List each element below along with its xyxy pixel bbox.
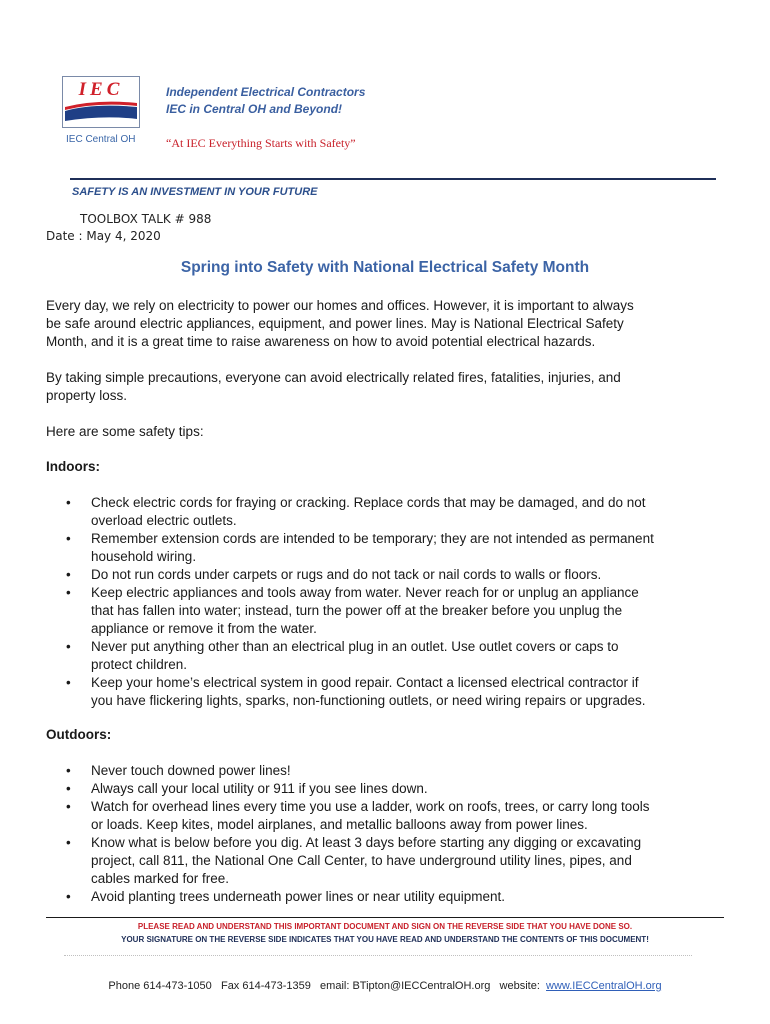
page-title: Spring into Safety with National Electrical Safety Month xyxy=(180,259,590,276)
list-item: • Watch for overhead lines every time you use a ladder, work on roofs, trees, or carry long tools or loads. Keep kites, model airplanes, and metallic balloons away from power lines. xyxy=(66,799,650,832)
bullet-icon: • xyxy=(66,567,71,582)
signature-notice: YOUR SIGNATURE ON THE REVERSE SIDE INDICATES THAT YOU HAVE READ AND UNDERSTAND THE CONTENTS OF THIS DOCUMENT! xyxy=(121,935,649,944)
logo-caption: IEC Central OH xyxy=(66,134,136,145)
website-link[interactable]: www.IECCentralOH.org xyxy=(546,980,662,992)
intro-paragraph-1 xyxy=(46,297,726,351)
list-item: • Keep your home’s electrical system in good repair. Contact a licensed electrical contractor if you have flickering lights, sparks, non-functioning outlets, or need wiring repairs or upgrades. xyxy=(66,675,646,708)
document-date: Date : May 4, 2020 xyxy=(46,229,161,243)
list-item: • Keep electric appliances and tools away from water. Never reach for or unplug an appliance that has fallen into water; instead, turn the power off at the breaker before you unplug the appliance or remove it from the water. xyxy=(66,585,639,636)
footer-fax: Fax 614-473-1359 xyxy=(220,980,311,992)
list-item: • Check electric cords for fraying or cracking. Replace cords that may be damaged, and do not overload electric outlets. xyxy=(66,495,646,528)
bullet-icon: • xyxy=(66,781,71,796)
list-item: • Do not run cords under carpets or rugs and do not tack or nail cords to walls or floors. xyxy=(66,567,602,582)
bullet-icon: • xyxy=(66,495,71,510)
dotted-divider xyxy=(64,955,692,956)
org-name: Independent Electrical Contractors xyxy=(166,85,366,99)
logo-pride-text: PRIDE xyxy=(121,118,134,123)
footer-phone: Phone 614-473-1050 xyxy=(108,980,212,992)
list-item: • Always call your local utility or 911 if you see lines down. xyxy=(66,781,428,796)
footer-divider xyxy=(46,917,724,918)
text-line: By taking simple precautions, everyone can avoid electrically related fires, fatalities, injuries, and xyxy=(46,370,621,385)
investment-slogan: SAFETY IS AN INVESTMENT IN YOUR FUTURE xyxy=(72,186,318,198)
footer-email: email: BTipton@IECCentralOH.org xyxy=(320,980,491,992)
list-item: • Know what is below before you dig. At least 3 days before starting any digging or excavating project, call 811, the National One Call Center, to have underground utility lines, pipes, and cables marked for free. xyxy=(66,835,642,886)
bullet-icon: • xyxy=(66,531,71,546)
bullet-icon: • xyxy=(66,763,71,778)
list-item: • Never touch downed power lines! xyxy=(66,763,291,778)
bullet-icon: • xyxy=(66,675,71,690)
outdoors-list xyxy=(46,762,726,906)
bullet-icon: • xyxy=(66,889,71,904)
logo-letters: IEC xyxy=(78,79,124,100)
indoors-heading: Indoors: xyxy=(46,459,100,474)
bullet-icon: • xyxy=(66,639,71,654)
iec-logo xyxy=(62,76,140,128)
list-item: • Remember extension cords are intended to be temporary; they are not intended as permanent household wiring. xyxy=(66,531,654,564)
signature-warning: PLEASE READ AND UNDERSTAND THIS IMPORTANT DOCUMENT AND SIGN ON THE REVERSE SIDE THAT YOU HAVE DONE SO. xyxy=(137,922,633,931)
text-line: be safe around electric appliances, equipment, and power lines. May is National Electrical Safety xyxy=(46,316,624,331)
toolbox-talk-number: TOOLBOX TALK # 988 xyxy=(80,212,212,226)
intro-paragraph-3: Here are some safety tips: xyxy=(46,424,204,439)
intro-paragraph-2 xyxy=(46,369,726,405)
bullet-icon: • xyxy=(66,835,71,850)
footer-website-label: website: xyxy=(499,980,540,992)
header-divider xyxy=(70,178,716,180)
list-item: • Never put anything other than an electrical plug in an outlet. Use outlet covers or caps to protect children. xyxy=(66,639,619,672)
text-line: property loss. xyxy=(46,388,128,403)
motto: “At IEC Everything Starts with Safety” xyxy=(166,136,356,150)
text-line: Every day, we rely on electricity to power our homes and offices. However, it is important to always xyxy=(46,298,634,313)
bullet-icon: • xyxy=(66,585,71,600)
bullet-icon: • xyxy=(66,799,71,814)
indoors-list xyxy=(46,494,726,710)
contact-footer xyxy=(0,980,770,992)
text-line: Month, and it is a great time to raise awareness on how to avoid potential electrical hazards. xyxy=(46,334,596,349)
list-item: • Avoid planting trees underneath power lines or near utility equipment. xyxy=(66,889,506,904)
outdoors-heading: Outdoors: xyxy=(46,727,112,742)
org-tagline: IEC in Central OH and Beyond! xyxy=(166,102,343,116)
